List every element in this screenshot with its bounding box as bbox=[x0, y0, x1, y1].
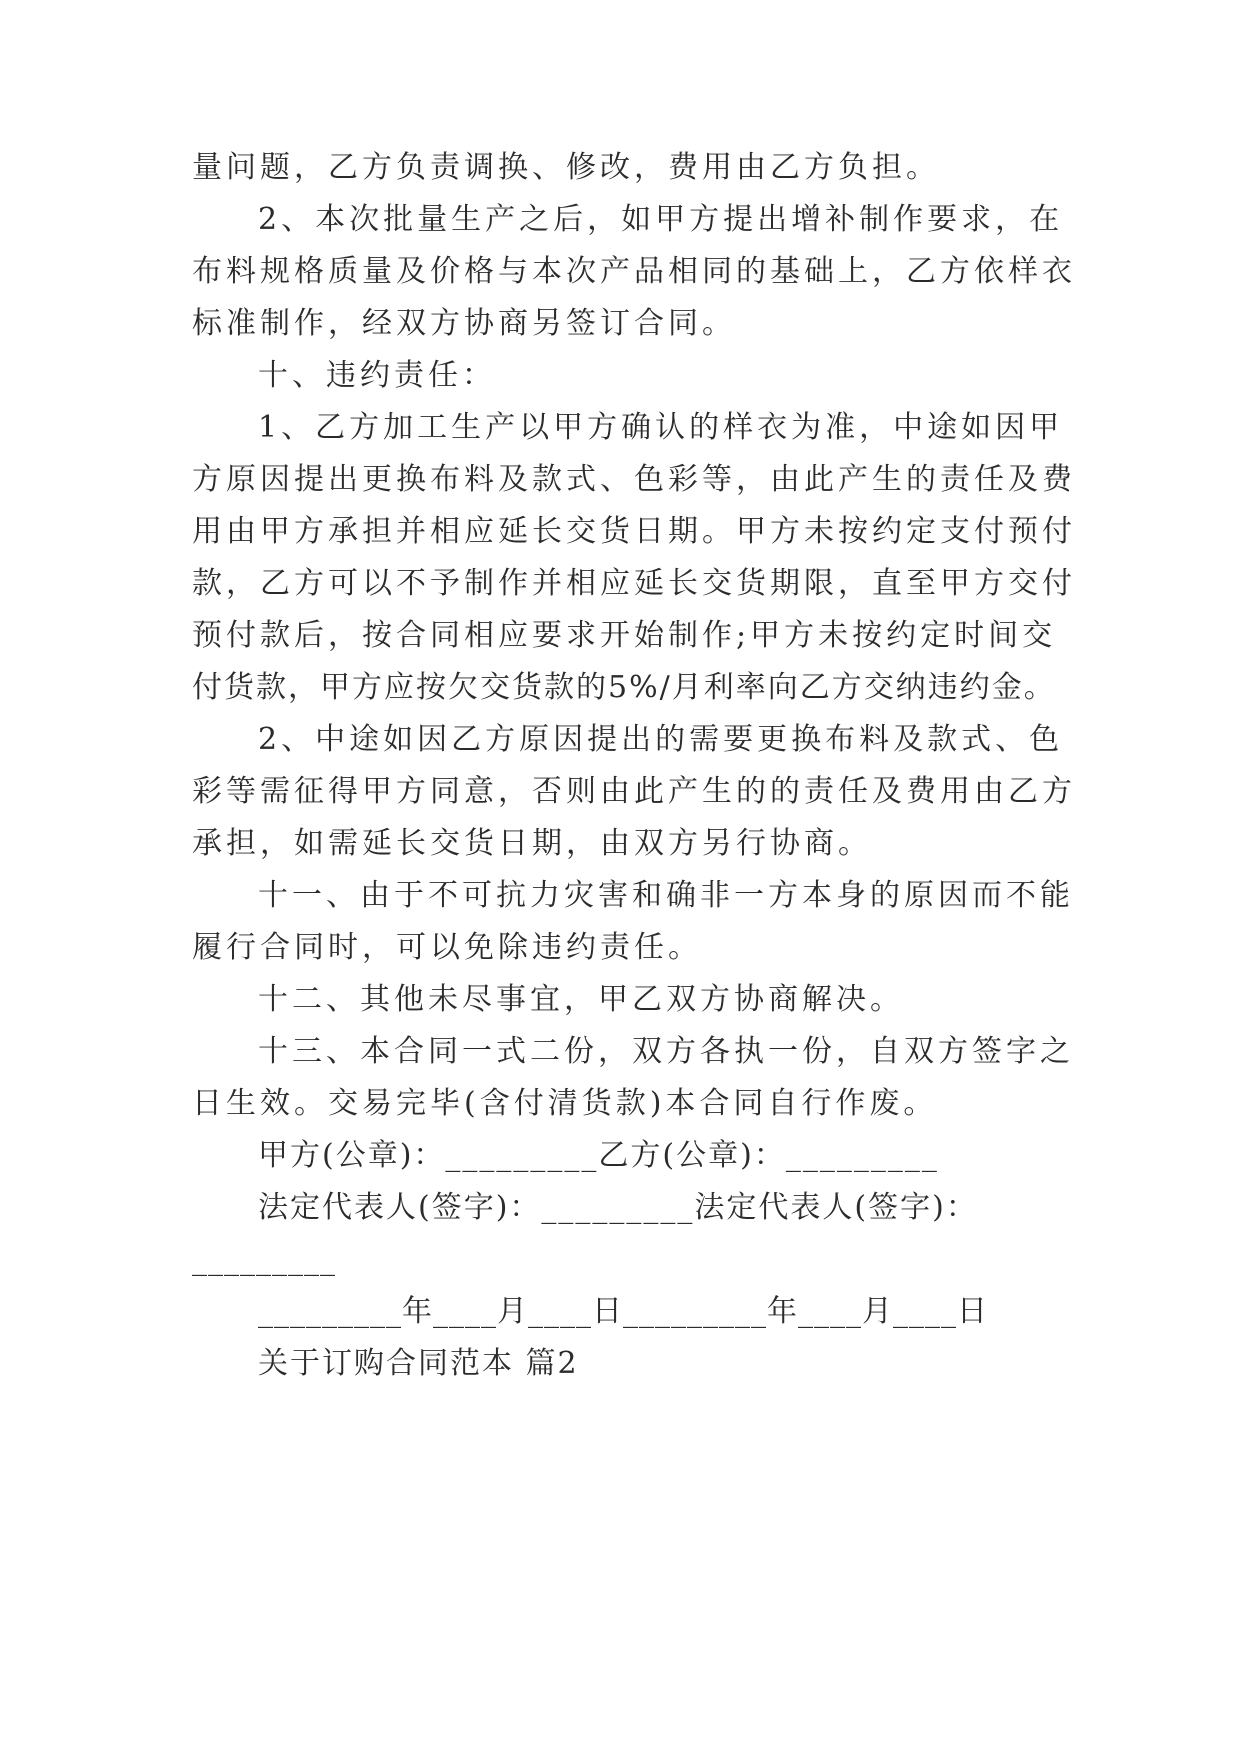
signature-line-seal: 甲方(公章)：_________乙方(公章)：_________ bbox=[258, 1138, 939, 1173]
text-line: 用由甲方承担并相应延长交货日期。甲方未按约定支付预付 bbox=[192, 514, 1076, 549]
text-line: 2、本次批量生产之后，如甲方提出增补制作要求，在 bbox=[258, 202, 1064, 237]
text-line: 彩等需征得甲方同意，否则由此产生的的责任及费用由乙方 bbox=[192, 774, 1076, 809]
text-line: 量问题，乙方负责调换、修改，费用由乙方负担。 bbox=[192, 150, 940, 185]
text-line: 日生效。交易完毕(含付清货款)本合同自行作废。 bbox=[192, 1086, 938, 1121]
text-line: 款，乙方可以不予制作并相应延长交货期限，直至甲方交付 bbox=[192, 566, 1076, 601]
section-heading: 十、违约责任： bbox=[258, 358, 496, 393]
date-line: _________年____月____日_________年____月____日 bbox=[258, 1294, 988, 1329]
text-line: 1、乙方加工生产以甲方确认的样衣为准，中途如因甲 bbox=[258, 410, 1064, 445]
signature-blank: _________ bbox=[192, 1242, 336, 1277]
text-line: 2、中途如因乙方原因提出的需要更换布料及款式、色 bbox=[258, 722, 1064, 757]
text-line: 十一、由于不可抗力灾害和确非一方本身的原因而不能 bbox=[258, 878, 1074, 913]
text-line: 承担，如需延长交货日期，由双方另行协商。 bbox=[192, 826, 872, 861]
text-line: 十二、其他未尽事宜，甲乙双方协商解决。 bbox=[258, 982, 904, 1017]
signature-line-representative: 法定代表人(签字)：_________法定代表人(签字)： bbox=[258, 1190, 978, 1225]
text-line: 方原因提出更换布料及款式、色彩等，由此产生的责任及费 bbox=[192, 462, 1076, 497]
text-line: 十三、本合同一式二份，双方各执一份，自双方签字之 bbox=[258, 1034, 1074, 1069]
text-line: 付货款，甲方应按欠交货款的5%/月利率向乙方交纳违约金。 bbox=[192, 670, 1056, 705]
text-line: 布料规格质量及价格与本次产品相同的基础上，乙方依样衣 bbox=[192, 254, 1076, 289]
next-section-title: 关于订购合同范本 篇2 bbox=[258, 1346, 579, 1381]
text-line: 标准制作，经双方协商另签订合同。 bbox=[192, 306, 736, 341]
text-line: 履行合同时，可以免除违约责任。 bbox=[192, 930, 702, 965]
text-line: 预付款后，按合同相应要求开始制作;甲方未按约定时间交 bbox=[192, 618, 1057, 653]
